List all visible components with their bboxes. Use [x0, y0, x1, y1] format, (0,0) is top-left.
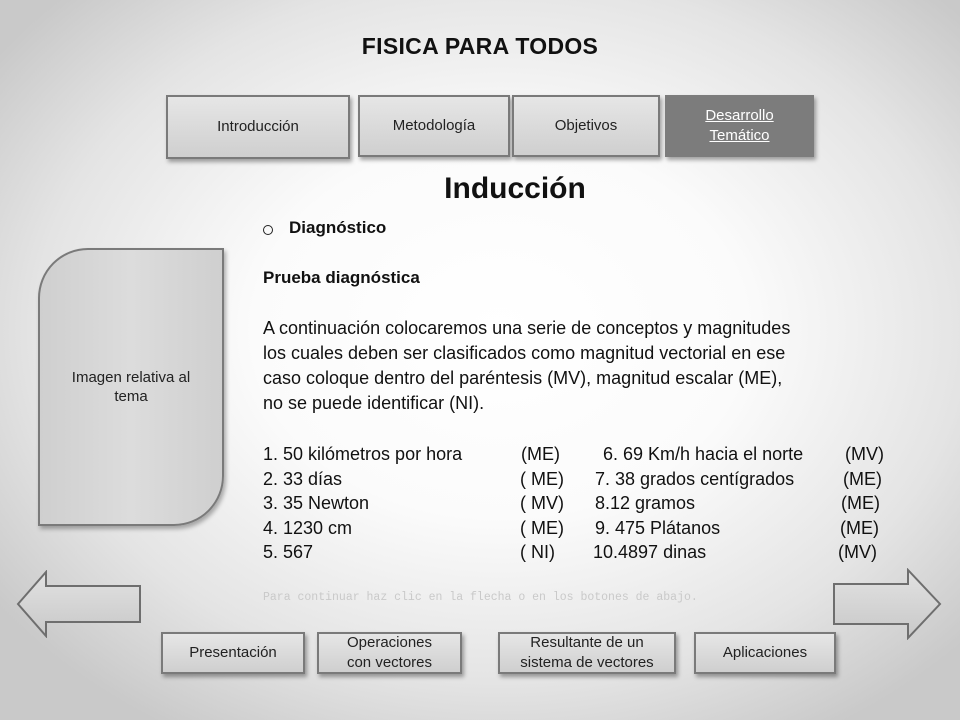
- tab-introduccion[interactable]: [166, 95, 350, 159]
- item-right-tag: (MV): [845, 444, 884, 464]
- quantities-list: [263, 442, 903, 565]
- page-title: FISICA PARA TODOS: [361, 33, 599, 59]
- section-heading: Inducción: [444, 172, 586, 205]
- left-arrow-icon[interactable]: [16, 570, 144, 638]
- item-right: 10.4897 dinas: [593, 542, 707, 562]
- item-right: 9. 475 Plátanos: [595, 517, 721, 538]
- bullet-label: Diagnóstico: [289, 218, 387, 237]
- item-left-tag: ( ME): [520, 468, 564, 489]
- paragraph-line: caso coloque dentro del paréntesis (MV), magnitud escalar (ME),: [263, 368, 783, 388]
- tab-desarrollo-label-line2: Temático: [709, 127, 770, 144]
- item-left: 5. 567: [263, 542, 314, 562]
- tab-objetivos[interactable]: [512, 95, 660, 157]
- instructions-paragraph: [263, 316, 903, 416]
- resultante-label-line2: sistema de vectores: [520, 654, 654, 671]
- list-item: [263, 467, 903, 492]
- item-right-tag: (ME): [840, 517, 879, 538]
- item-right: 7. 38 grados centígrados: [595, 468, 795, 489]
- paragraph-line: A continuación colocaremos una serie de conceptos y magnitudes: [263, 318, 791, 338]
- item-right-tag: (ME): [843, 468, 882, 489]
- operaciones-label-line2: con vectores: [346, 654, 433, 671]
- item-right-tag: (ME): [841, 493, 880, 513]
- item-left: 3. 35 Newton: [263, 493, 370, 513]
- item-left: 1. 50 kilómetros por hora: [263, 444, 463, 464]
- tab-metodologia-label: Metodología: [392, 117, 476, 134]
- aplicaciones-label: Aplicaciones: [722, 644, 808, 661]
- item-left: 4. 1230 cm: [263, 517, 353, 538]
- list-item: [263, 491, 903, 516]
- bullet-item: [263, 218, 386, 238]
- right-arrow-icon[interactable]: [832, 568, 944, 640]
- list-item: [263, 516, 903, 541]
- paragraph-line: no se puede identificar (NI).: [263, 393, 485, 413]
- presentacion-label: Presentación: [189, 644, 277, 661]
- paragraph-line: los cuales deben ser clasificados como magnitud vectorial en ese: [263, 343, 786, 363]
- list-item: [263, 442, 903, 467]
- item-right: 6. 69 Km/h hacia el norte: [603, 444, 804, 464]
- resultante-label-line1: Resultante de un: [530, 634, 644, 651]
- list-item: [263, 540, 903, 565]
- item-right: 8.12 gramos: [595, 493, 696, 513]
- operaciones-label-line1: Operaciones: [346, 634, 433, 651]
- image-placeholder: [38, 248, 224, 526]
- item-left: 2. 33 días: [263, 468, 343, 489]
- presentacion-button[interactable]: [161, 632, 305, 674]
- subheading: Prueba diagnóstica: [263, 268, 420, 287]
- resultante-button[interactable]: [498, 632, 676, 674]
- item-left-tag: ( MV): [520, 493, 564, 513]
- aplicaciones-button[interactable]: [694, 632, 836, 674]
- tab-introduccion-label: Introducción: [217, 118, 299, 135]
- item-right-tag: (MV): [838, 542, 877, 562]
- operaciones-button[interactable]: [317, 632, 462, 674]
- image-placeholder-label-line2: tema: [114, 388, 148, 405]
- tab-metodologia[interactable]: [358, 95, 510, 157]
- tab-objetivos-label: Objetivos: [554, 117, 618, 134]
- item-left-tag: ( NI): [520, 542, 555, 562]
- tab-desarrollo-tematico[interactable]: [665, 95, 814, 157]
- item-left-tag: (ME): [521, 444, 560, 464]
- navigation-hint: Para continuar haz clic en la flecha o en los botones de abajo.: [263, 591, 698, 604]
- image-placeholder-label-line1: Imagen relativa al: [71, 369, 191, 386]
- circle-bullet-icon: [263, 225, 273, 235]
- tab-desarrollo-label-line1: Desarrollo: [705, 107, 774, 124]
- item-left-tag: ( ME): [520, 517, 564, 538]
